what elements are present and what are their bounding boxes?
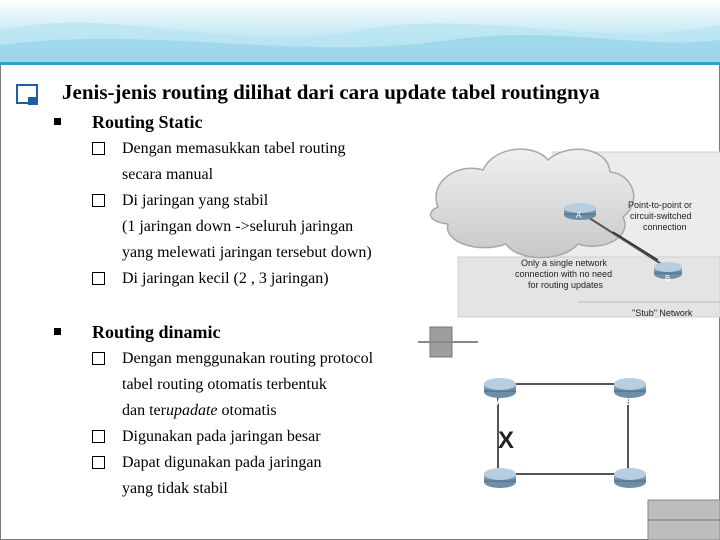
single-network-label-2: connection with no need bbox=[515, 269, 613, 279]
router-c-label: C bbox=[626, 488, 634, 499]
router-c-icon bbox=[614, 468, 646, 488]
slide-header-band bbox=[0, 0, 720, 62]
checkbox-bullet-icon bbox=[92, 352, 105, 365]
router-b-static-label: B bbox=[665, 274, 671, 283]
dynamic-diagram bbox=[418, 327, 720, 540]
static-line-1: Dengan memasukkan tabel routing bbox=[122, 140, 346, 157]
checkbox-bullet-icon bbox=[92, 430, 105, 443]
network-diagram bbox=[418, 122, 720, 540]
dynamic-line-3c: otomatis bbox=[217, 402, 277, 419]
broken-link-x-icon: X bbox=[498, 427, 515, 454]
single-network-label-1: Only a single network bbox=[521, 258, 608, 268]
checkbox-bullet-icon bbox=[92, 194, 105, 207]
dynamic-line-6: yang tidak stabil bbox=[122, 480, 228, 497]
static-line-3: Di jaringan yang stabil bbox=[122, 192, 269, 209]
static-line-5: yang melewati jaringan tersebut down) bbox=[122, 244, 372, 261]
dynamic-line-1: Dengan menggunakan routing protocol bbox=[122, 350, 374, 367]
single-network-label-3: for routing updates bbox=[528, 280, 604, 290]
p2p-label-2: circuit-switched bbox=[630, 211, 692, 221]
dynamic-line-2: tabel routing otomatis terbentuk bbox=[122, 376, 327, 393]
cloud-icon bbox=[431, 149, 634, 257]
p2p-label-3: connection bbox=[643, 222, 687, 232]
square-bullet-icon bbox=[54, 328, 61, 335]
dynamic-line-3 bbox=[122, 402, 277, 420]
p2p-label-1: Point-to-point or bbox=[628, 200, 693, 210]
router-a-icon bbox=[484, 378, 516, 398]
router-d-label: D bbox=[496, 488, 504, 499]
static-diagram bbox=[431, 149, 720, 318]
dynamic-line-5: Dapat digunakan pada jaringan bbox=[122, 454, 322, 471]
router-a-static-label: A bbox=[576, 211, 582, 220]
router-a-label: A bbox=[496, 397, 504, 408]
checkbox-bullet-icon bbox=[92, 272, 105, 285]
header-wave-decoration bbox=[0, 0, 720, 62]
static-line-2: secara manual bbox=[122, 166, 214, 183]
slide-title: Jenis-jenis routing dilihat dari cara update tabel routingnya bbox=[62, 80, 600, 104]
checkbox-bullet-icon bbox=[92, 142, 105, 155]
dynamic-heading: Routing dinamic bbox=[92, 322, 221, 342]
checkbox-bullet-icon bbox=[92, 456, 105, 469]
static-heading: Routing Static bbox=[92, 112, 203, 132]
router-b-label: B bbox=[626, 397, 634, 408]
router-b-icon bbox=[614, 378, 646, 398]
title-bullet-icon bbox=[16, 84, 38, 104]
dynamic-line-3a: dan ter bbox=[122, 402, 166, 419]
static-line-4: (1 jaringan down ->seluruh jaringan bbox=[122, 218, 354, 235]
square-bullet-icon bbox=[54, 118, 61, 125]
stub-network-label: "Stub" Network bbox=[632, 308, 693, 318]
router-d-icon bbox=[484, 468, 516, 488]
dynamic-line-3b: upadate bbox=[165, 402, 218, 419]
dynamic-line-4: Digunakan pada jaringan besar bbox=[122, 428, 321, 445]
static-line-6: Di jaringan kecil (2 , 3 jaringan) bbox=[122, 270, 329, 287]
